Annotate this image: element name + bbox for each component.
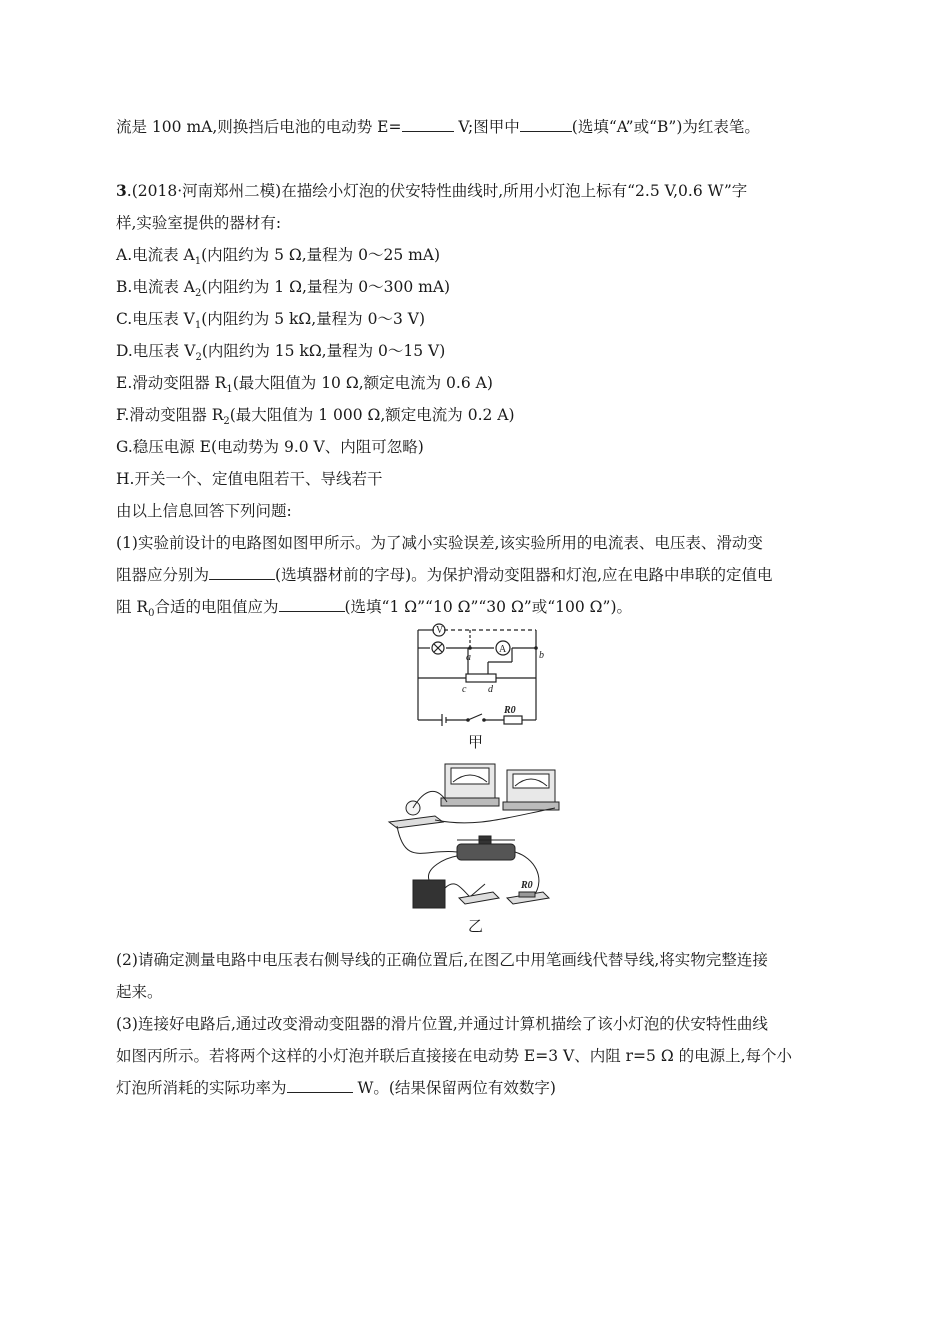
point-a: a — [466, 652, 471, 663]
subscript: 1 — [194, 320, 202, 332]
figure-caption-jia: 甲 — [468, 733, 484, 751]
text: (选填“A”或“B”)为红表笔。 — [571, 118, 760, 136]
part2-line — [116, 950, 768, 970]
text: .(2018·河南郑州二模)在描绘小灯泡的伏安特性曲线时,所用小灯泡上标有“2.5 V,0.6 W”字 — [126, 182, 748, 200]
equipment-item — [116, 245, 440, 272]
question-intro — [116, 181, 747, 201]
previous-question-tail — [116, 117, 760, 137]
part2-line — [116, 982, 163, 1002]
text: 阻器应分别为 — [116, 566, 210, 584]
text: E.滑动变阻器 R — [116, 374, 227, 392]
text: A.电流表 A — [116, 246, 195, 264]
text: W。(结果保留两位有效数字) — [352, 1079, 556, 1097]
part1-line — [116, 533, 763, 553]
text: G.稳压电源 E — [116, 438, 211, 456]
text: (内阻约为 5 Ω,量程为 0〜25 mA) — [201, 246, 441, 264]
subscript: 2 — [223, 416, 230, 428]
text: 合适的电阻值应为 — [154, 598, 279, 616]
text: (2)请确定测量电路中电压表右侧导线的正确位置后,在图乙中用笔画线代替导线,将实物完整连接 — [116, 951, 768, 969]
text: 流是 100 mA,则换挡后电池的电动势 E= — [116, 118, 402, 136]
text: H.开关一个、定值电阻若干、导线若干 — [116, 470, 383, 488]
text: (内阻约为 1 Ω,量程为 0〜300 mA) — [201, 278, 451, 296]
text: (电动势为 9.0 V、内阻可忽略) — [211, 438, 424, 456]
answer-blank — [209, 565, 275, 580]
subscript: 1 — [226, 384, 233, 396]
circuit-diagram — [408, 620, 548, 738]
text: (内阻约为 15 kΩ,量程为 0〜15 V) — [201, 342, 446, 360]
point-b: b — [539, 650, 544, 661]
text: (最大阻值为 10 Ω,额定电流为 0.6 A) — [232, 374, 493, 392]
text: 由以上信息回答下列问题: — [116, 502, 292, 520]
point-d: d — [488, 684, 493, 695]
part3-line — [116, 1014, 768, 1034]
text: (3)连接好电路后,通过改变滑动变阻器的滑片位置,并通过计算机描绘了该小灯泡的伏安特性曲线 — [116, 1015, 768, 1033]
answer-blank — [287, 1078, 353, 1093]
part3-line — [116, 1046, 792, 1066]
subscript: 2 — [195, 352, 202, 364]
equipment-item — [116, 277, 450, 304]
subscript: 1 — [194, 256, 202, 268]
point-c: c — [462, 684, 467, 695]
ammeter-label: A — [499, 644, 507, 655]
question-intro-2 — [116, 213, 281, 233]
equipment-item — [116, 341, 445, 368]
text: 起来。 — [116, 983, 163, 1001]
subscript: 0 — [148, 608, 155, 620]
text: (内阻约为 5 kΩ,量程为 0〜3 V) — [201, 310, 425, 328]
text: (1)实验前设计的电路图如图甲所示。为了减小实验误差,该实验所用的电流表、电压表、滑动变 — [116, 534, 763, 552]
text: (选填“1 Ω”“10 Ω”“30 Ω”或“100 Ω”)。 — [344, 598, 632, 616]
apparatus-illustration — [385, 758, 575, 916]
r0-label: R0 — [521, 880, 533, 891]
answer-blank — [520, 117, 572, 132]
r0-label: R0 — [504, 705, 516, 716]
part3-line — [116, 1078, 556, 1098]
text: (选填器材前的字母)。为保护滑动变阻器和灯泡,应在电路中串联的定值电 — [275, 566, 773, 584]
equipment-item — [116, 373, 493, 400]
text: D.电压表 V — [116, 342, 196, 360]
text: (最大阻值为 1 000 Ω,额定电流为 0.2 A) — [229, 406, 515, 424]
part1-line — [116, 565, 773, 585]
text: C.电压表 V — [116, 310, 195, 328]
equipment-item — [116, 309, 425, 336]
text: V;图甲中 — [453, 118, 520, 136]
subscript: 2 — [194, 288, 202, 300]
text: 阻 R — [116, 598, 149, 616]
text: 如图丙所示。若将两个这样的小灯泡并联后直接接在电动势 E=3 V、内阻 r=5 Ω 的电源上,每个小 — [116, 1047, 793, 1065]
prompt — [116, 501, 292, 521]
part1-line — [116, 597, 632, 624]
voltmeter-label: V — [436, 625, 444, 636]
text: B.电流表 A — [116, 278, 195, 296]
question-number: 3 — [116, 181, 127, 200]
equipment-item — [116, 405, 515, 432]
text: F.滑动变阻器 R — [116, 406, 224, 424]
text: 样,实验室提供的器材有: — [116, 214, 282, 232]
text: 灯泡所消耗的实际功率为 — [116, 1079, 287, 1097]
figure-caption-yi: 乙 — [468, 917, 484, 935]
equipment-item — [116, 437, 424, 457]
answer-blank — [402, 117, 454, 132]
answer-blank — [279, 597, 345, 612]
equipment-item — [116, 469, 382, 489]
